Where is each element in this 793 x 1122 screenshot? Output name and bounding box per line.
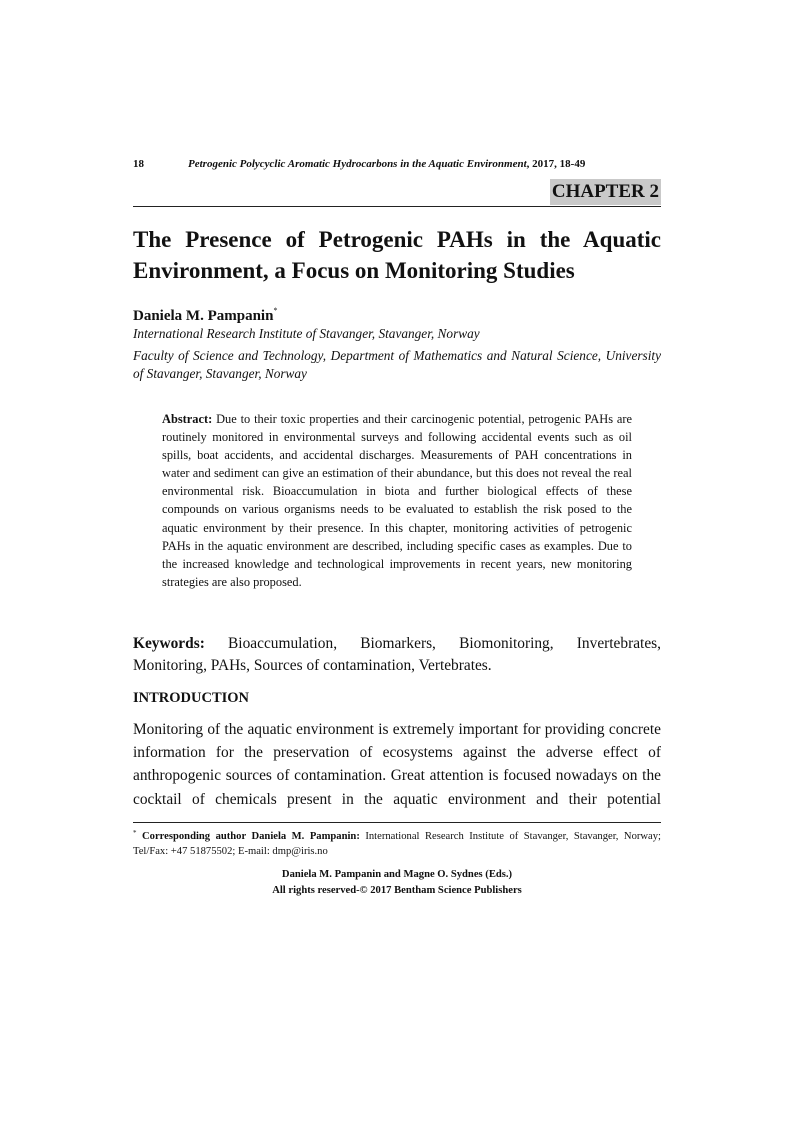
footnote-text: International Research Institute of Stavanger, Stavanger, Norway; Tel/Fax: +47 51875502; E-mail: dmp@iris.no	[133, 831, 661, 857]
author-line	[133, 302, 277, 325]
footnote-mark: *	[133, 829, 137, 837]
keywords-label: Keywords:	[133, 635, 205, 652]
rights-line: All rights reserved-© 2017 Bentham Science Publishers	[272, 885, 522, 896]
abstract-label: Abstract:	[162, 412, 213, 426]
abstract	[162, 410, 632, 591]
footnote-divider	[133, 822, 661, 823]
book-page	[133, 0, 661, 1122]
editors-line: Daniela M. Pampanin and Magne O. Sydnes (Eds.)	[281, 869, 513, 880]
chapter-title: The Presence of Petrogenic PAHs in the Aquatic Environment, a Focus on Monitoring Studies	[133, 227, 661, 283]
footnote-label: Corresponding author Daniela M. Pampanin:	[142, 831, 360, 842]
chapter-label: CHAPTER 2	[550, 179, 661, 205]
page-number: 18	[133, 158, 144, 170]
section-heading-introduction: INTRODUCTION	[133, 690, 250, 706]
journal-citation	[188, 157, 585, 171]
publisher-info	[133, 867, 661, 899]
affiliation-1: International Research Institute of Stavanger, Stavanger, Norway	[133, 326, 480, 341]
keywords	[133, 633, 661, 677]
introduction-paragraph: Monitoring of the aquatic environment is extremely important for providing concrete information for the preservation of ecosystems against the adverse effect of anthropogenic sources of contamination. Great attention is focused nowadays on the cocktail of chemicals present in the aquatic environment and their potential	[133, 721, 661, 808]
abstract-text: Due to their toxic properties and their carcinogenic potential, petrogenic PAHs are routinely monitored in environmental surveys and following accidental events such as oil spills, boat accidents, and accidental discharges. Measurements of PAH concentrations in water and sediment can give an estimation of their abundance, but this does not reveal the real environmental risk. Bioaccumulation in biota and further biological effects of these compounds on various organisms needs to be evaluated to establish the risk posed to the aquatic environment by their presence. In this chapter, monitoring activities of petrogenic PAHs in the aquatic environment are described, including specific cases as examples. Due to the increased knowledge and technological improvements in recent years, new monitoring strategies are also proposed.	[162, 412, 632, 589]
author-name: Daniela M. Pampanin	[133, 308, 274, 324]
author-footnote-mark: *	[273, 306, 278, 315]
footnote	[133, 826, 661, 859]
chapter-divider	[133, 206, 661, 207]
keywords-text: Bioaccumulation, Biomarkers, Biomonitoring, Invertebrates, Monitoring, PAHs, Sources of contamination, Vertebrates.	[133, 635, 661, 674]
affiliation-2: Faculty of Science and Technology, Department of Mathematics and Natural Science, University of Stavanger, Stavanger, Norway	[133, 348, 661, 381]
journal-year-pages: , 2017, 18-49	[526, 158, 586, 170]
journal-title: Petrogenic Polycyclic Aromatic Hydrocarbons in the Aquatic Environment	[188, 158, 527, 170]
